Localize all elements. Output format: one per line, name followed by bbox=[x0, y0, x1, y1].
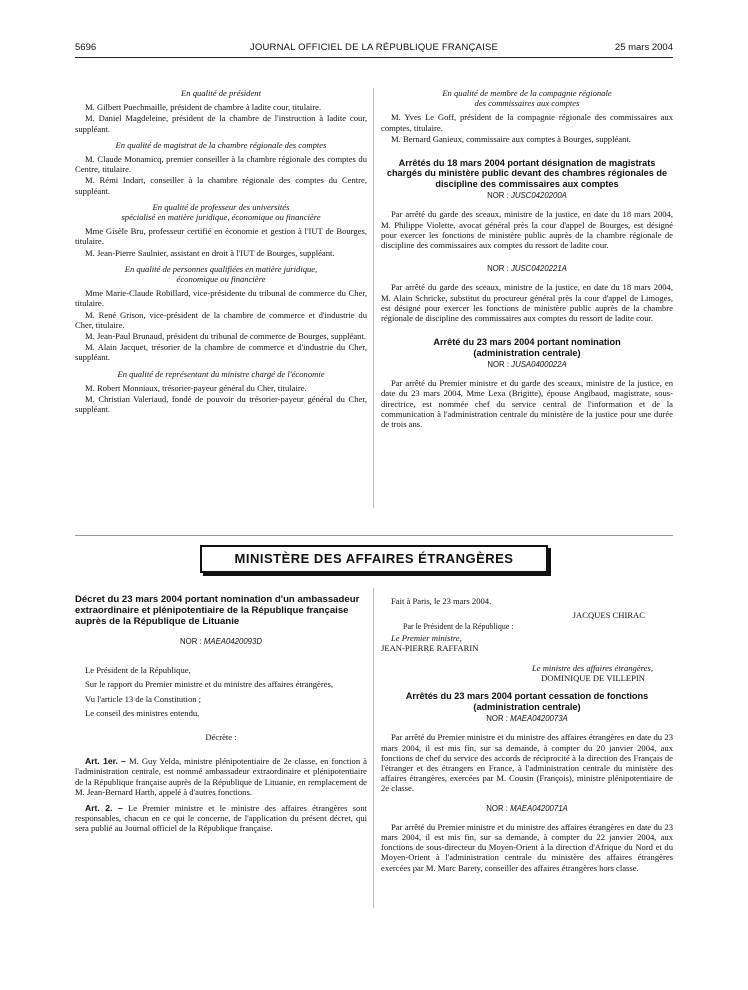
ministry-banner: MINISTÈRE DES AFFAIRES ÉTRANGÈRES bbox=[200, 545, 548, 573]
paragraph: Mme Marie-Claude Robillard, vice-présidente du tribunal de commerce du Cher, titulaire. bbox=[75, 288, 367, 309]
paragraph: Par arrêté du garde des sceaux, ministre de la justice, en date du 18 mars 2004, M. Philippe Violette, avocat général près la cour d'appel de Bourges, est désigné pour exercer les fonctions de ministère public auprès de la chambre régionale de discipline des commissaires aux comptes du ressort de ladite cour. bbox=[381, 209, 673, 251]
signature-pm-title: Le Premier ministre, bbox=[391, 632, 462, 643]
paragraph: M. Bernard Ganieux, commissaire aux comptes à Bourges, suppléant. bbox=[391, 133, 631, 144]
section-heading-line: spécialisé en matière juridique, économique ou financière bbox=[121, 212, 321, 223]
article-1 bbox=[75, 756, 367, 797]
paragraph: M. Jean-Pierre Saulnier, assistant en droit à l'IUT de Bourges, suppléant. bbox=[85, 247, 335, 258]
paragraph: Par arrêté du garde des sceaux, ministre de la justice, en date du 18 mars 2004, M. Alain Schricke, substitut du procureur général près la cour d'appel de Limoges, est désigné pour exercer les fonctions de ministère public auprès de la chambre régionale de discipline des commissaires aux comptes du ressort de ladite cour. bbox=[381, 282, 673, 324]
paragraph: M. Alain Jacquet, trésorier de la chambre de commerce et d'industrie du Cher, suppléant. bbox=[75, 342, 367, 363]
section-heading: En qualité de président bbox=[181, 88, 261, 98]
right-top-column bbox=[381, 88, 673, 430]
paragraph: Par arrêté du Premier ministre et du ministre des affaires étrangères en date du 23 mars 2004, il est mis fin, sur sa demande, à compter du 22 janvier 2004, aux fonctions de sous-directeur du Moyen-Orient à la direction d'Afrique du Nord et du Moyen-Orient à l'administration centrale du ministère des affaires étrangères exercées par M. Marc Barety, conseiller des affaires étrangères hors classe. bbox=[381, 821, 673, 873]
section-heading-line: En qualité de membre de la compagnie régionale bbox=[442, 88, 612, 98]
nor-reference bbox=[381, 191, 673, 201]
section-heading: En qualité de représentant du ministre chargé de l'économie bbox=[117, 368, 325, 379]
nor-code: MAEA0420071A bbox=[510, 803, 568, 813]
nor-label: NOR : bbox=[486, 714, 508, 724]
article-2 bbox=[75, 803, 367, 834]
nor-code: MAEA0420093D bbox=[203, 637, 262, 646]
decret-title: Décret du 23 mars 2004 portant nomination d'un ambassadeur extraordinaire et plénipotentiaire de la République française auprès de la République de Lituanie bbox=[75, 594, 360, 627]
article-text: Le Premier ministre et le ministre des affaires étrangères sont responsables, chacun en ce qui le concerne, de l'application du présent décret, qui sera publié au Journal officiel de la République française. bbox=[75, 803, 368, 834]
issue-date: 25 mars 2004 bbox=[614, 42, 673, 53]
arrete-title bbox=[381, 337, 673, 358]
nor-label: NOR : bbox=[486, 803, 508, 813]
paragraph: M. Yves Le Goff, président de la compagnie régionale des commissaires aux comptes, titulaire. bbox=[381, 112, 673, 133]
arrete-title bbox=[381, 691, 673, 712]
paragraph: M. Claude Monamicq, premier conseiller à la chambre régionale des comptes du Centre, titulaire. bbox=[75, 154, 367, 175]
section-heading-line: En qualité de professeur des universités bbox=[152, 201, 290, 212]
arrete-title-line: Arrêtés du 23 mars 2004 portant cessation de fonctions bbox=[405, 691, 649, 702]
section-heading-line: économique ou financière bbox=[176, 274, 266, 285]
column-separator-top bbox=[373, 88, 374, 508]
right-bottom-column bbox=[381, 596, 673, 874]
arrete-title: Arrêtés du 18 mars 2004 portant désignation de magistrats chargés du ministère public devant des chambres régionales de discipline des commissaires aux comptes bbox=[386, 158, 668, 189]
decrete-heading: Décrète : bbox=[205, 732, 237, 743]
nor-label: NOR : bbox=[180, 637, 202, 646]
signature-minister-name: DOMINIQUE DE VILLEPIN bbox=[541, 673, 645, 684]
section-heading: En qualité de magistrat de la chambre régionale des comptes bbox=[115, 139, 327, 150]
nor-label: NOR : bbox=[487, 191, 509, 201]
nor-reference bbox=[381, 360, 673, 370]
section-heading-line: En qualité de personnes qualifiées en matière juridique, bbox=[124, 263, 318, 274]
nor-reference bbox=[381, 804, 673, 814]
left-bottom-column bbox=[75, 594, 367, 835]
section-heading bbox=[381, 88, 673, 108]
signature-minister-title: Le ministre des affaires étrangères, bbox=[531, 663, 653, 674]
paragraph: M. René Grison, vice-président de la chambre de commerce et d'industrie du Cher, titulaire. bbox=[75, 309, 367, 330]
journal-title: JOURNAL OFFICIEL DE LA RÉPUBLIQUE FRANÇAISE bbox=[249, 42, 499, 53]
paragraph: Le Président de la République, bbox=[85, 665, 191, 676]
paragraph: M. Rémi Indart, conseiller à la chambre régionale des comptes du Centre, suppléant. bbox=[75, 175, 367, 196]
arrete-title-line: Arrêté du 23 mars 2004 portant nomination bbox=[433, 337, 621, 348]
paragraph: Le conseil des ministres entendu, bbox=[85, 707, 200, 718]
nor-reference bbox=[381, 264, 673, 274]
nor-code: MAEA0420073A bbox=[510, 714, 568, 724]
section-heading bbox=[75, 202, 367, 222]
nor-reference bbox=[381, 714, 673, 724]
nor-code: JUSC0420200A bbox=[510, 191, 567, 201]
nor-reference bbox=[75, 637, 367, 647]
arrete-title-line: (administration centrale) bbox=[473, 347, 581, 358]
signature-pm-name: JEAN-PIERRE RAFFARIN bbox=[381, 642, 479, 653]
section-heading-line: des commissaires aux comptes bbox=[474, 98, 580, 109]
paragraph: Vu l'article 13 de la Constitution ; bbox=[85, 693, 202, 704]
paragraph: Par arrêté du Premier ministre et du ministre des affaires étrangères en date du 23 mars 2004, il est mis fin, sur sa demande, à compter du 20 janvier 2004, aux fonctions de chef du service des accords de réciprocité à la direction des Français de l'étranger et des étrangers en France, à l'administration centrale du ministère des affaires étrangères, exercées par M. Cousin (François), ministre plénipotentiaire de 2e classe. bbox=[381, 732, 673, 794]
paragraph: M. Daniel Magdeleine, président de la chambre de l'instruction à ladite cour, suppléant. bbox=[75, 113, 367, 134]
signature-by: Par le Président de la République : bbox=[403, 622, 514, 632]
paragraph: Mme Gisèle Bru, professeur certifié en économie et gestion à l'IUT de Bourges, titulaire. bbox=[75, 226, 367, 247]
paragraph: M. Gilbert Puechmaille, président de chambre à ladite cour, titulaire. bbox=[85, 102, 322, 113]
article-text: M. Guy Yelda, ministre plénipotentiaire de 2e classe, en fonction à l'administration centrale, est nommé ambassadeur extraordinaire et plénipotentiaire de la République française auprès de la République de Lituanie, en remplacement de M. Jean-Bernard Harth, appelé à d'autres fonctions. bbox=[75, 756, 367, 797]
page-header bbox=[75, 42, 673, 56]
nor-label: NOR : bbox=[487, 360, 509, 370]
paragraph: M. Jean-Paul Brunaud, président du tribunal de commerce de Bourges, suppléant. bbox=[85, 331, 366, 342]
column-separator-bottom bbox=[373, 588, 374, 908]
page-number: 5696 bbox=[75, 42, 97, 53]
arrete-title-line: (administration centrale) bbox=[473, 701, 581, 712]
nor-code: JUSC0420221A bbox=[510, 264, 567, 274]
nor-label: NOR : bbox=[487, 264, 509, 274]
paragraph: Sur le rapport du Premier ministre et du ministre des affaires étrangères, bbox=[85, 679, 334, 690]
signature-date: Fait à Paris, le 23 mars 2004. bbox=[391, 596, 492, 606]
paragraph: M. Christian Valeriaud, fondé de pouvoir du trésorier-payeur général du Cher, suppléant. bbox=[75, 394, 367, 415]
left-top-column bbox=[75, 88, 367, 415]
section-divider bbox=[75, 535, 673, 536]
nor-code: JUSA0400022A bbox=[511, 360, 567, 370]
section-heading bbox=[75, 264, 367, 284]
signature-president: JACQUES CHIRAC bbox=[572, 610, 645, 621]
article-label: Art. 1er. – bbox=[85, 756, 126, 767]
paragraph: M. Robert Monniaux, trésorier-payeur général du Cher, titulaire. bbox=[85, 382, 307, 393]
header-rule bbox=[75, 57, 673, 58]
article-label: Art. 2. – bbox=[85, 803, 123, 814]
paragraph: Par arrêté du Premier ministre et du garde des sceaux, ministre de la justice, en date du 23 mars 2004, Mme Lexa (Brigitte), épouse Angibaud, magistrate, sous-directrice, est nommée chef du service central de l'information et de la communication à l'administration centrale du ministère de la justice pour une durée de trois ans. bbox=[381, 378, 673, 430]
